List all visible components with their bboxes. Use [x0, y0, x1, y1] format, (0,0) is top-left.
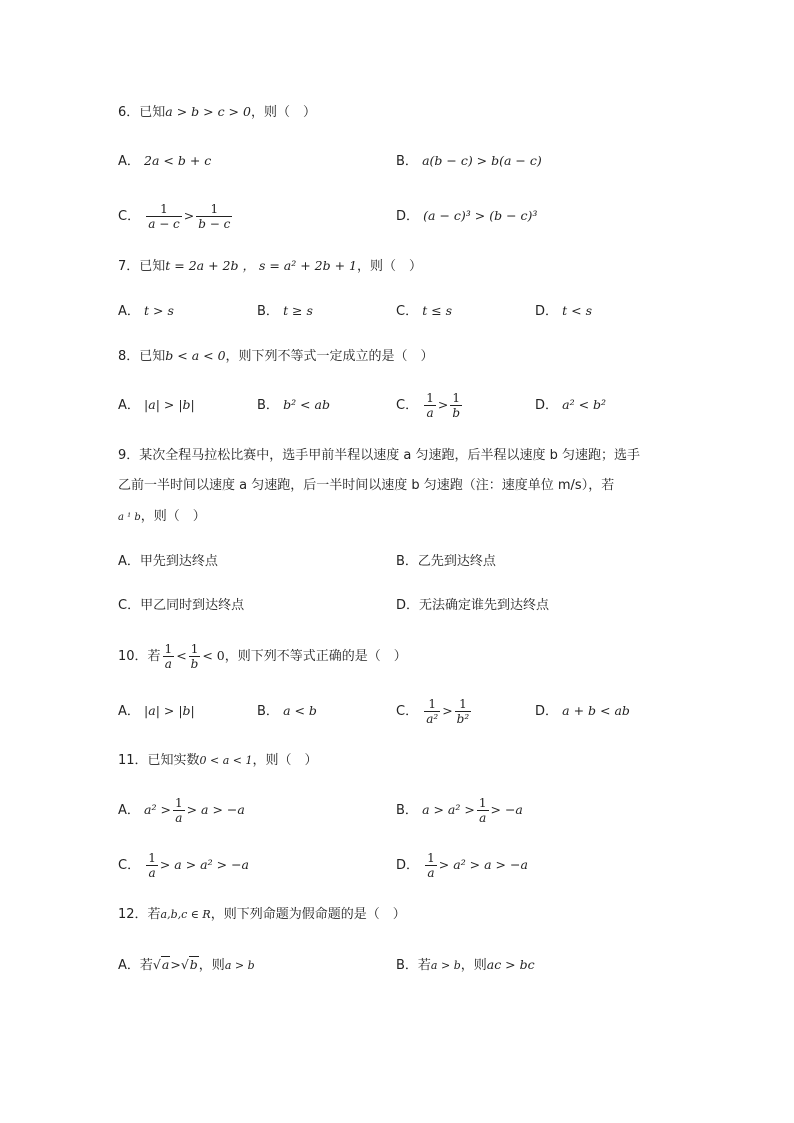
option-label: A．	[118, 803, 140, 818]
q6-option-d[interactable]	[396, 206, 537, 227]
q6-stem	[118, 102, 316, 123]
denominator: a	[479, 811, 487, 825]
option-label: C．	[396, 304, 419, 319]
q6-option-c[interactable]	[118, 199, 234, 234]
denominator: b − c	[198, 217, 231, 231]
operator: >	[437, 397, 449, 412]
q8-option-c[interactable]	[396, 388, 464, 423]
option-label: D．	[396, 858, 420, 873]
q11-stem-prefix: 11．已知实数	[118, 753, 200, 768]
option-label: C．	[396, 398, 419, 413]
q6-d-math: (a − c)³ > (b − c)³	[423, 208, 538, 223]
q7-option-c[interactable]	[396, 301, 452, 322]
operator: >	[442, 703, 453, 718]
q7-c-math: t ≤ s	[422, 303, 453, 318]
fraction	[455, 697, 472, 726]
q11-d-post: > a² > a > −a	[438, 857, 528, 872]
q12-stem-math: a,b,c ∈ R	[160, 908, 211, 921]
option-label: A．若	[118, 958, 153, 973]
option-label: C．	[118, 209, 141, 224]
fraction	[189, 642, 201, 671]
q12-stem	[118, 905, 406, 925]
option-label: C．	[118, 858, 141, 873]
q11-a-post: > a > −a	[186, 802, 245, 817]
q8-d-math: a² < b²	[562, 397, 607, 412]
q12-stem-suffix: ，则下列命题为假命题的是（ ）	[210, 907, 406, 922]
q8-stem	[118, 346, 434, 367]
q7-stem-suffix: ，则（ ）	[357, 259, 423, 274]
q10-option-a[interactable]	[118, 701, 195, 722]
q6-stem-prefix: 6．已知	[118, 105, 166, 120]
numerator: 1	[455, 697, 472, 712]
q7-d-math: t < s	[562, 303, 593, 318]
operator: >	[183, 208, 195, 223]
q7-option-b[interactable]	[257, 301, 313, 322]
q12-a-conclusion: a > b	[224, 959, 255, 972]
q9-stem-suffix: ，则（ ）	[140, 509, 206, 524]
q8-option-a[interactable]	[118, 395, 195, 416]
q11-stem-math: 0 < a < 1	[199, 754, 253, 767]
denominator: a	[427, 866, 435, 880]
numerator: 1	[450, 391, 462, 406]
q10-a-math: |a| > |b|	[144, 703, 195, 718]
q9-option-c[interactable]: C．甲乙同时到达终点	[118, 598, 245, 613]
q11-option-d[interactable]	[396, 848, 528, 883]
q10-option-b[interactable]	[257, 701, 317, 722]
q6-b-math: a(b − c) > b(a − c)	[422, 153, 542, 168]
numerator: 1	[148, 851, 156, 865]
q11-option-b[interactable]	[396, 793, 523, 828]
fraction	[450, 391, 462, 420]
q7-stem	[118, 256, 422, 277]
q10-stem	[118, 639, 407, 674]
fraction	[196, 202, 232, 231]
numerator: 1	[427, 851, 435, 865]
denominator: b²	[456, 712, 470, 726]
q10-b-math: a < b	[283, 703, 317, 718]
numerator: 1	[478, 796, 487, 810]
denominator: a	[164, 657, 172, 671]
option-label: D．	[535, 704, 559, 719]
option-label: B．	[257, 304, 279, 319]
q11-option-c[interactable]	[118, 848, 249, 883]
q10-stem-prefix: 10．若	[118, 649, 161, 664]
option-label: D．	[535, 398, 559, 413]
q12-a-radicand-a: a	[161, 957, 170, 972]
q9-stem-line-3	[118, 507, 206, 528]
option-label: C．	[396, 704, 419, 719]
denominator: a	[148, 866, 156, 880]
q8-option-d[interactable]	[535, 395, 606, 416]
denominator: a	[175, 811, 183, 825]
q12-a-radicand-b: b	[189, 957, 198, 972]
option-label: B．	[257, 704, 279, 719]
fraction	[146, 851, 158, 880]
q8-stem-suffix: ，则下列不等式一定成立的是（ ）	[225, 349, 434, 364]
q8-option-b[interactable]	[257, 395, 330, 416]
denominator: a − c	[148, 217, 180, 231]
q7-stem-prefix: 7．已知	[118, 259, 166, 274]
q12-b-then: ，则	[460, 958, 487, 973]
q11-stem	[118, 751, 318, 771]
option-label: B．若	[396, 958, 431, 973]
operator: <	[176, 648, 187, 663]
q10-d-math: a + b < ab	[562, 703, 630, 718]
denominator: b	[190, 657, 199, 671]
q7-option-a[interactable]	[118, 301, 174, 322]
fraction	[173, 796, 185, 825]
q12-a-then: ，则	[198, 958, 225, 973]
denominator: a	[426, 406, 434, 420]
q12-option-a[interactable]	[118, 955, 255, 976]
q7-b-math: t ≥ s	[283, 303, 313, 318]
q11-b-pre: a > a² >	[422, 802, 475, 817]
q9-option-d[interactable]: D．无法确定谁先到达终点	[396, 598, 550, 613]
q6-a-math: 2a < b + c	[144, 153, 212, 168]
q6-option-a[interactable]	[118, 151, 211, 172]
option-label: B．	[396, 803, 418, 818]
q9-option-a[interactable]: A．甲先到达终点	[118, 554, 218, 569]
q12-b-conclusion: ac > bc	[486, 957, 535, 972]
q9-stem-line-2: 乙前一半时间以速度 a 匀速跑，后一半时间以速度 b 匀速跑（注：速度单位 m/s），若	[118, 478, 615, 493]
option-label: A．	[118, 304, 140, 319]
numerator: 1	[146, 202, 182, 217]
numerator: 1	[424, 697, 440, 712]
numerator: 1	[426, 391, 434, 405]
q8-stem-prefix: 8．已知	[118, 349, 166, 364]
q7-option-d[interactable]	[535, 301, 592, 322]
q6-stem-math: a > b > c > 0	[165, 104, 251, 119]
q10-stem-suffix: ，则下列不等式正确的是（ ）	[224, 649, 407, 664]
q6-option-b[interactable]	[396, 151, 542, 172]
q9-option-b[interactable]: B．乙先到达终点	[396, 554, 496, 569]
q11-c-post: > a > a² > −a	[159, 857, 249, 872]
q8-stem-math: b < a < 0	[165, 348, 226, 363]
fraction	[146, 202, 182, 231]
q8-a-math: |a| > |b|	[144, 397, 195, 412]
option-label: A．	[118, 704, 140, 719]
fraction	[424, 697, 440, 726]
q9-stem-line-1: 9．某次全程马拉松比赛中，选手甲前半程以速度 a 匀速跑，后半程以速度 b 匀速跑；选手	[118, 448, 641, 463]
q12-stem-prefix: 12．若	[118, 907, 161, 922]
numerator: 1	[196, 202, 232, 217]
q7-stem-math: t = 2a + 2b ， s = a² + 2b + 1	[165, 258, 357, 273]
operator: >	[170, 957, 181, 972]
option-label: A．	[118, 154, 140, 169]
fraction	[477, 796, 489, 825]
option-label: D．	[396, 209, 420, 224]
q11-b-post: > −a	[490, 802, 523, 817]
q10-option-d[interactable]	[535, 701, 630, 722]
denominator: a²	[426, 712, 439, 726]
q7-a-math: t > s	[144, 303, 174, 318]
fraction	[163, 642, 175, 671]
sqrt-icon: √	[180, 957, 189, 972]
q12-b-condition: a > b	[430, 959, 461, 972]
sqrt-icon: √	[152, 957, 161, 972]
q11-stem-suffix: ，则（ ）	[252, 753, 318, 768]
q11-option-a[interactable]	[118, 793, 245, 828]
q10-tail: < 0	[202, 648, 225, 663]
q9-condition-math: a ¹ b	[118, 512, 141, 523]
option-label: B．	[396, 154, 418, 169]
numerator: 1	[164, 642, 173, 656]
option-label: D．	[535, 304, 559, 319]
q6-stem-suffix: ，则（ ）	[250, 105, 316, 120]
q11-a-pre: a² >	[144, 802, 171, 817]
q12-option-b[interactable]	[396, 955, 535, 976]
q8-b-math: b² < ab	[283, 397, 330, 412]
numerator: 1	[174, 796, 183, 810]
denominator: b	[452, 406, 461, 420]
option-label: B．	[257, 398, 279, 413]
q10-option-c[interactable]	[396, 694, 473, 729]
option-label: A．	[118, 398, 140, 413]
fraction	[424, 391, 436, 420]
numerator: 1	[189, 642, 201, 657]
fraction	[425, 851, 437, 880]
